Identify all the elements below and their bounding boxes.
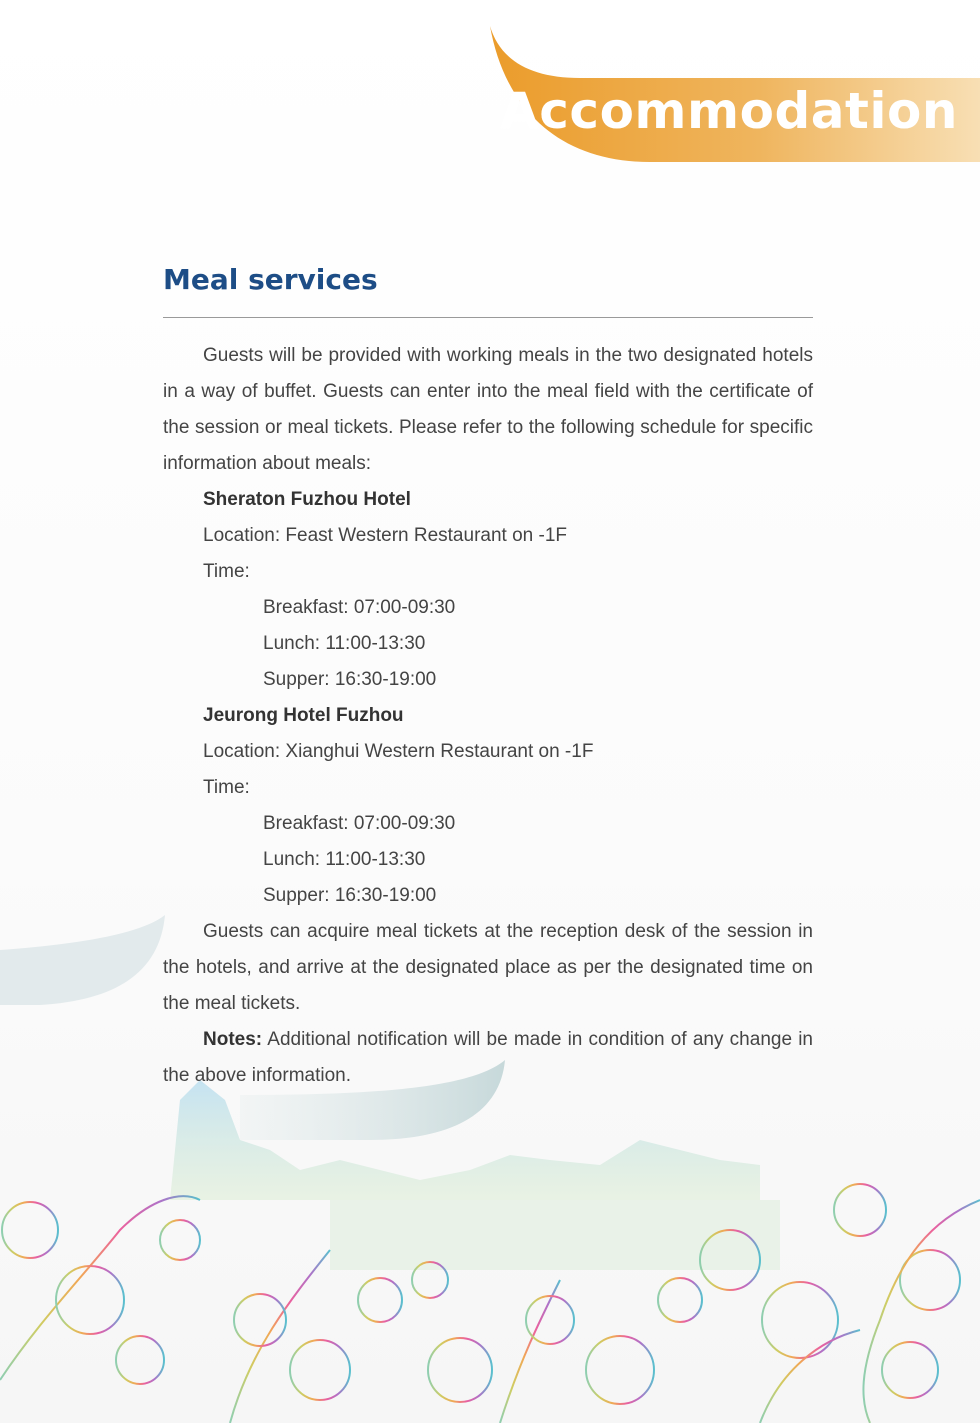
hotel-name: Sheraton Fuzhou Hotel: [203, 489, 411, 510]
meal-time-lunch: Lunch: 11:00-13:30: [263, 633, 426, 654]
hotel-name: Jeurong Hotel Fuzhou: [203, 705, 404, 726]
meal-time-lunch: Lunch: 11:00-13:30: [263, 849, 426, 870]
page-header-title: Accommodation: [500, 82, 958, 140]
meal-time-supper: Supper: 16:30-19:00: [263, 885, 437, 906]
section-title: Meal services: [163, 263, 378, 296]
meal-time-breakfast: Breakfast: 07:00-09:30: [263, 813, 456, 834]
header-banner: [0, 0, 980, 180]
meal-services-section: [163, 258, 813, 1094]
hotel-location: Location: Xianghui Western Restaurant on -1F: [203, 741, 594, 762]
notes-label: Notes:: [203, 1029, 263, 1050]
notes-paragraph: [163, 1022, 813, 1094]
section-divider: [163, 317, 813, 318]
hotel-location: Location: Feast Western Restaurant on -1F: [203, 525, 567, 546]
notes-text: Additional notification will be made in condition of any change in the above information.: [163, 1029, 813, 1086]
time-label: Time:: [203, 777, 250, 798]
tickets-paragraph: Guests can acquire meal tickets at the reception desk of the session in the hotels, and arrive at the designated place as per the designated time on the meal tickets.: [163, 921, 813, 1014]
meal-services-body: [163, 338, 813, 1094]
intro-paragraph: Guests will be provided with working meals in the two designated hotels in a way of buffet. Guests can enter into the meal field with the certificate of the session or meal tickets. Please refer to the following schedule for specific information about meals:: [163, 345, 813, 474]
time-label: Time:: [203, 561, 250, 582]
meal-time-supper: Supper: 16:30-19:00: [263, 669, 437, 690]
meal-time-breakfast: Breakfast: 07:00-09:30: [263, 597, 456, 618]
